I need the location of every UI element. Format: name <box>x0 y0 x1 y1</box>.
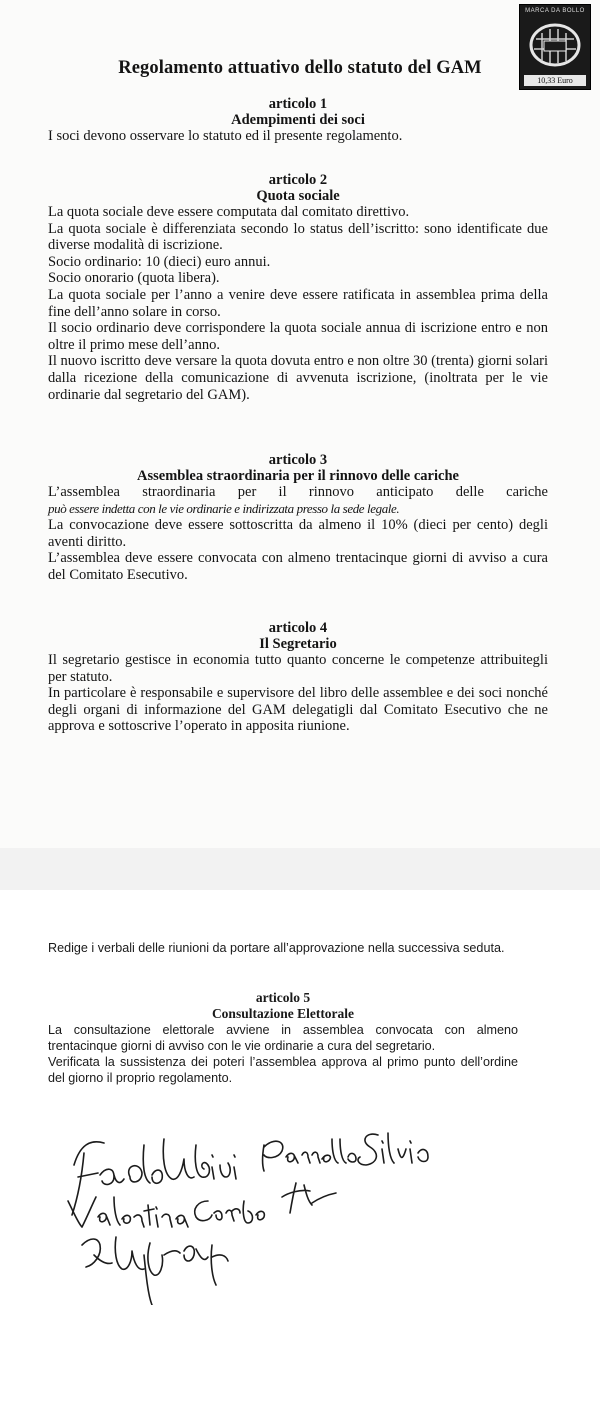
article-subtitle: Quota sociale <box>256 188 340 204</box>
article-subtitle: Il Segretario <box>259 636 337 652</box>
article-2 <box>48 172 548 403</box>
article-paragraph: In particolare è responsabile e supervisore del libro delle assemblee e dei soci nonché degli organi di informazione del GAM delegatigli dal Comitato Esecutivo che ne approva e sottoscrive l’operato in apposita riunione. <box>48 685 548 735</box>
intro-paragraph: Redige i verbali delle riunioni da portare all’approvazione nella successiva seduta. <box>48 941 505 955</box>
article-heading: articolo 3 <box>268 452 328 468</box>
stamp-top-text: MARCA DA BOLLO <box>525 8 585 14</box>
article-1 <box>48 96 548 145</box>
signature-4 <box>282 1183 336 1213</box>
article-5 <box>48 990 518 1086</box>
signature-1 <box>72 1139 236 1215</box>
article-subtitle: Assemblea straordinaria per il rinnovo delle cariche <box>137 468 459 484</box>
article-3 <box>48 452 548 584</box>
article-paragraph: L’assemblea straordinaria per il rinnovo anticipato delle cariche <box>48 484 548 500</box>
article-paragraph: Il socio ordinario deve corrispondere la quota sociale annua di iscrizione entro e non oltre il primo mese dell’anno. <box>48 320 548 353</box>
page-2-intro <box>48 940 546 956</box>
signatures <box>60 1105 480 1305</box>
signature-3 <box>68 1197 264 1227</box>
article-paragraph: Verificata la sussistenza dei poteri l’assemblea approva al primo punto dell’ordine del giorno il proprio regolamento. <box>48 1055 518 1085</box>
article-subtitle: Consultazione Elettorale <box>211 1006 355 1021</box>
article-heading: articolo 5 <box>255 990 311 1005</box>
article-heading: articolo 4 <box>268 620 328 636</box>
article-paragraph: La consultazione elettorale avviene in assemblea convocata con almeno trentacinque giorni di avviso con le vie ordinarie a cura del segretario. <box>48 1023 518 1053</box>
article-paragraph: La convocazione deve essere sottoscritta da almeno il 10% (dieci per cento) degli aventi diritto. <box>48 517 548 550</box>
article-paragraph: Socio ordinario: 10 (dieci) euro annui. <box>48 253 271 270</box>
article-paragraph: può essere indetta con le vie ordinarie e indirizzata presso la sede legale. <box>48 500 400 516</box>
article-paragraph: Socio onorario (quota libera). <box>48 270 220 287</box>
page-separator <box>0 848 600 890</box>
article-paragraph: L’assemblea deve essere convocata con almeno trentacinque giorni di avviso a cura del Comitato Esecutivo. <box>48 550 548 583</box>
article-paragraph: Il nuovo iscritto deve versare la quota dovuta entro e non oltre 30 (trenta) giorni solari dalla ricezione della comunicazione di avvenuta iscrizione, (inoltrata per le vie ordinarie dal segretario del GAM). <box>48 353 548 403</box>
article-paragraph: La quota sociale è differenziata secondo lo status dell’iscritto: sono identificate due diverse modalità di iscrizione. <box>48 220 548 254</box>
article-paragraph: La quota sociale per l’anno a venire deve essere ratificata in assemblea prima della fine dell’anno solare in corso. <box>48 286 548 320</box>
article-heading: articolo 2 <box>268 172 328 188</box>
stamp-value: 10,33 Euro <box>524 75 586 86</box>
article-paragraph: I soci devono osservare lo statuto ed il presente regolamento. <box>48 128 403 144</box>
article-paragraph: Il segretario gestisce in economia tutto quanto concerne le competenze attribuitegli per statuto. <box>48 652 548 685</box>
article-subtitle: Adempimenti dei soci <box>231 112 365 128</box>
document-title: Regolamento attuativo dello statuto del GAM <box>118 58 482 78</box>
article-heading: articolo 1 <box>268 96 328 112</box>
signature-2 <box>263 1133 429 1171</box>
signature-5 <box>82 1237 228 1305</box>
article-4 <box>48 620 548 735</box>
article-paragraph: La quota sociale deve essere computata dal comitato direttivo. <box>48 204 410 220</box>
